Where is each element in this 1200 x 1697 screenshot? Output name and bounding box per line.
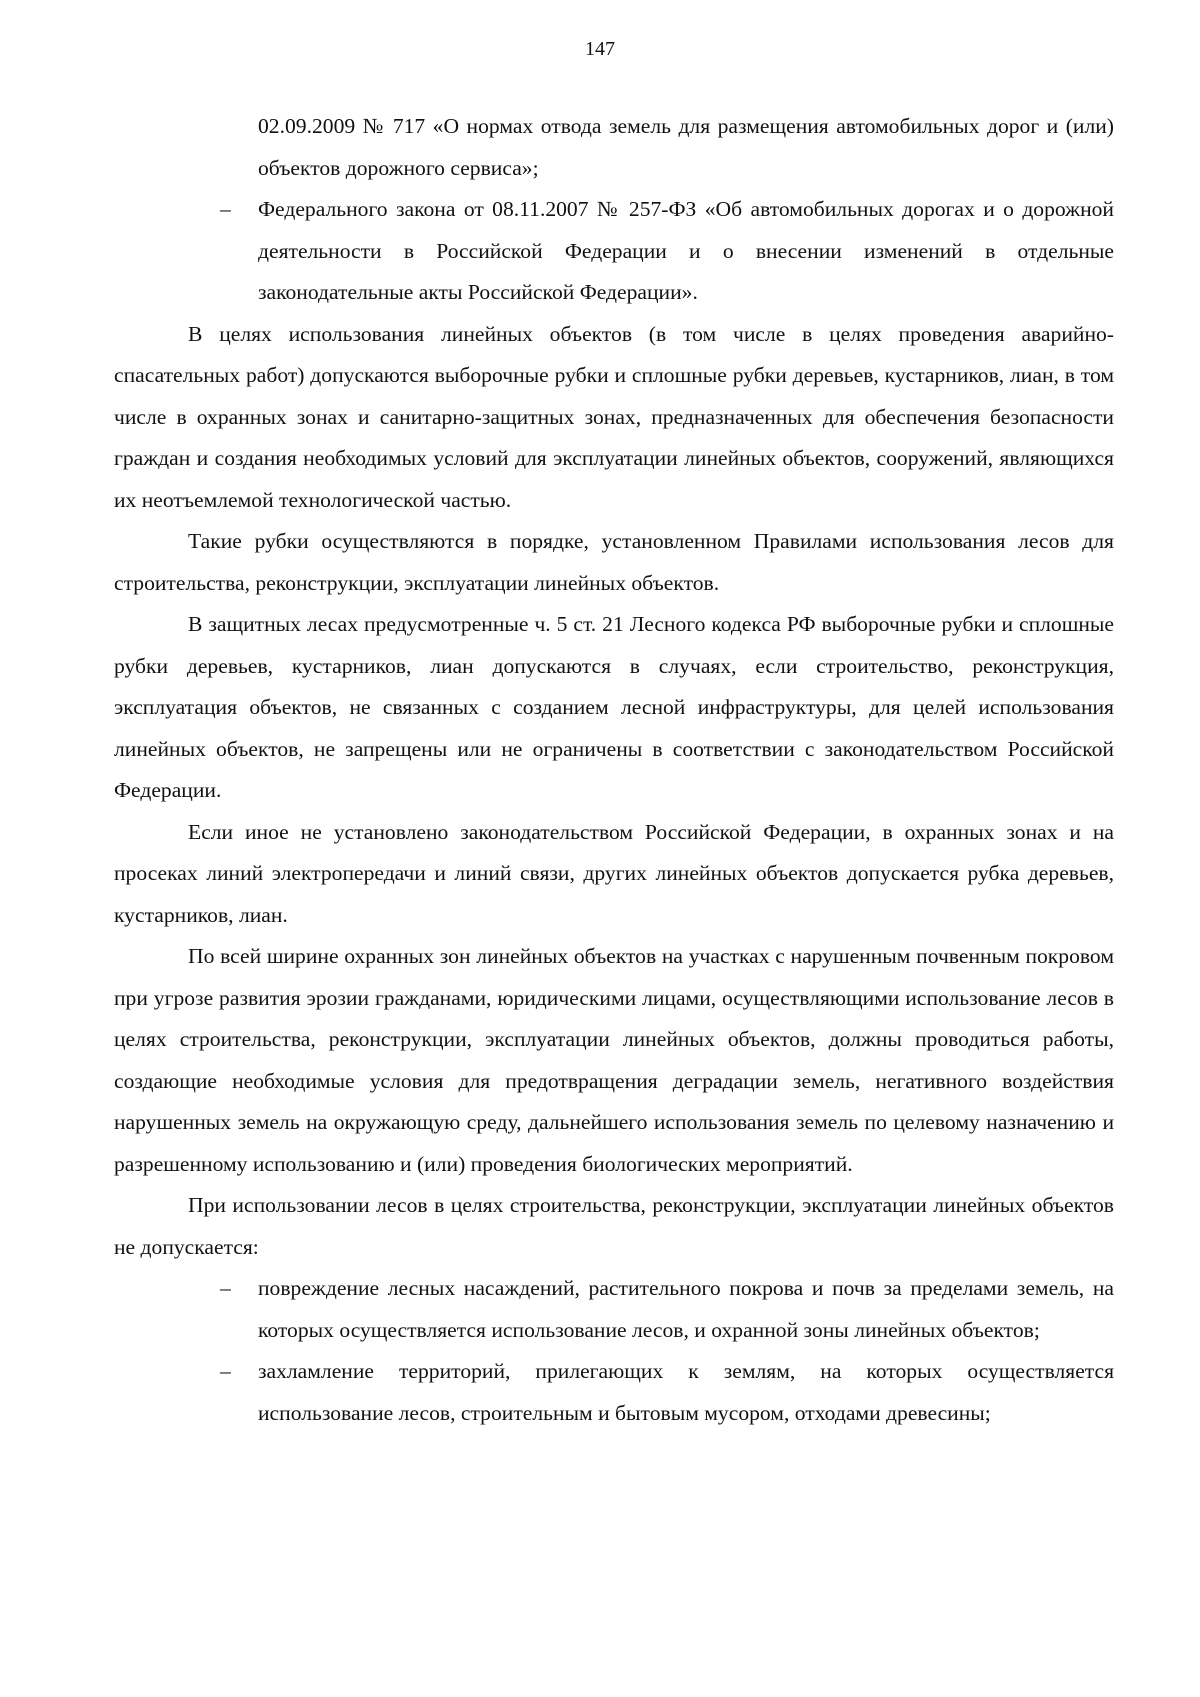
page-number: 147 <box>585 38 615 60</box>
list-item-text: Федерального закона от 08.11.2007 № 257-ФЗ «Об автомобильных дорогах и о дорожной деятельности в Российской Федерации и о внесении изменений в отдельные законодательные акты Российской Федерации». <box>258 197 1114 304</box>
list-item-text: повреждение лесных насаждений, растительного покрова и почв за пределами земель, на которых осуществляется использование лесов, и охранной зоны линейных объектов; <box>258 1276 1114 1342</box>
document-body <box>114 106 1114 1434</box>
list-item-continuation: 02.09.2009 № 717 «О нормах отвода земель для размещения автомобильных дорог и (или) объектов дорожного сервиса»; <box>258 114 1114 180</box>
list-bullet: – <box>220 1276 231 1300</box>
list-item <box>114 1351 1114 1434</box>
list-item <box>114 189 1114 314</box>
paragraph: Если иное не установлено законодательством Российской Федерации, в охранных зонах и на просеках линий электропередачи и линий связи, других линейных объектов допускается рубка деревьев, кустарников, лиан. <box>114 819 1114 927</box>
paragraph: Такие рубки осуществляются в порядке, установленном Правилами использования лесов для строительства, реконструкции, эксплуатации линейных объектов. <box>114 529 1114 595</box>
list-item <box>114 1268 1114 1351</box>
paragraph: При использовании лесов в целях строительства, реконструкции, эксплуатации линейных объектов не допускается: <box>114 1193 1114 1259</box>
paragraph: По всей ширине охранных зон линейных объектов на участках с нарушенным почвенным покровом при угрозе развития эрозии гражданами, юридическими лицами, осуществляющими использование лесов в целях строительства, реконструкции, эксплуатации линейных объектов, должны проводиться работы, создающие необходимые условия для предотвращения деградации земель, негативного воздействия нарушенных земель на окружающую среду, дальнейшего использования земель по целевому назначению и разрешенному использованию и (или) проведения биологических мероприятий. <box>114 944 1114 1176</box>
paragraph: В целях использования линейных объектов (в том числе в целях проведения аварийно-спасательных работ) допускаются выборочные рубки и сплошные рубки деревьев, кустарников, лиан, в том числе в охранных зонах и санитарно-защитных зонах, предназначенных для обеспечения безопасности граждан и создания необходимых условий для эксплуатации линейных объектов, сооружений, являющихся их неотъемлемой технологической частью. <box>114 321 1114 512</box>
paragraph: В защитных лесах предусмотренные ч. 5 ст. 21 Лесного кодекса РФ выборочные рубки и сплошные рубки деревьев, кустарников, лиан допускаются в случаях, если строительство, реконструкция, эксплуатация объектов, не связанных с созданием лесной инфраструктуры, для целей использования линейных объектов, не запрещены или не ограничены в соответствии с законодательством Российской Федерации. <box>114 612 1114 802</box>
list-item-text: захламление территорий, прилегающих к землям, на которых осуществляется использование лесов, строительным и бытовым мусором, отходами древесины; <box>258 1359 1114 1425</box>
list-bullet: – <box>220 197 231 221</box>
list-bullet: – <box>220 1359 231 1383</box>
